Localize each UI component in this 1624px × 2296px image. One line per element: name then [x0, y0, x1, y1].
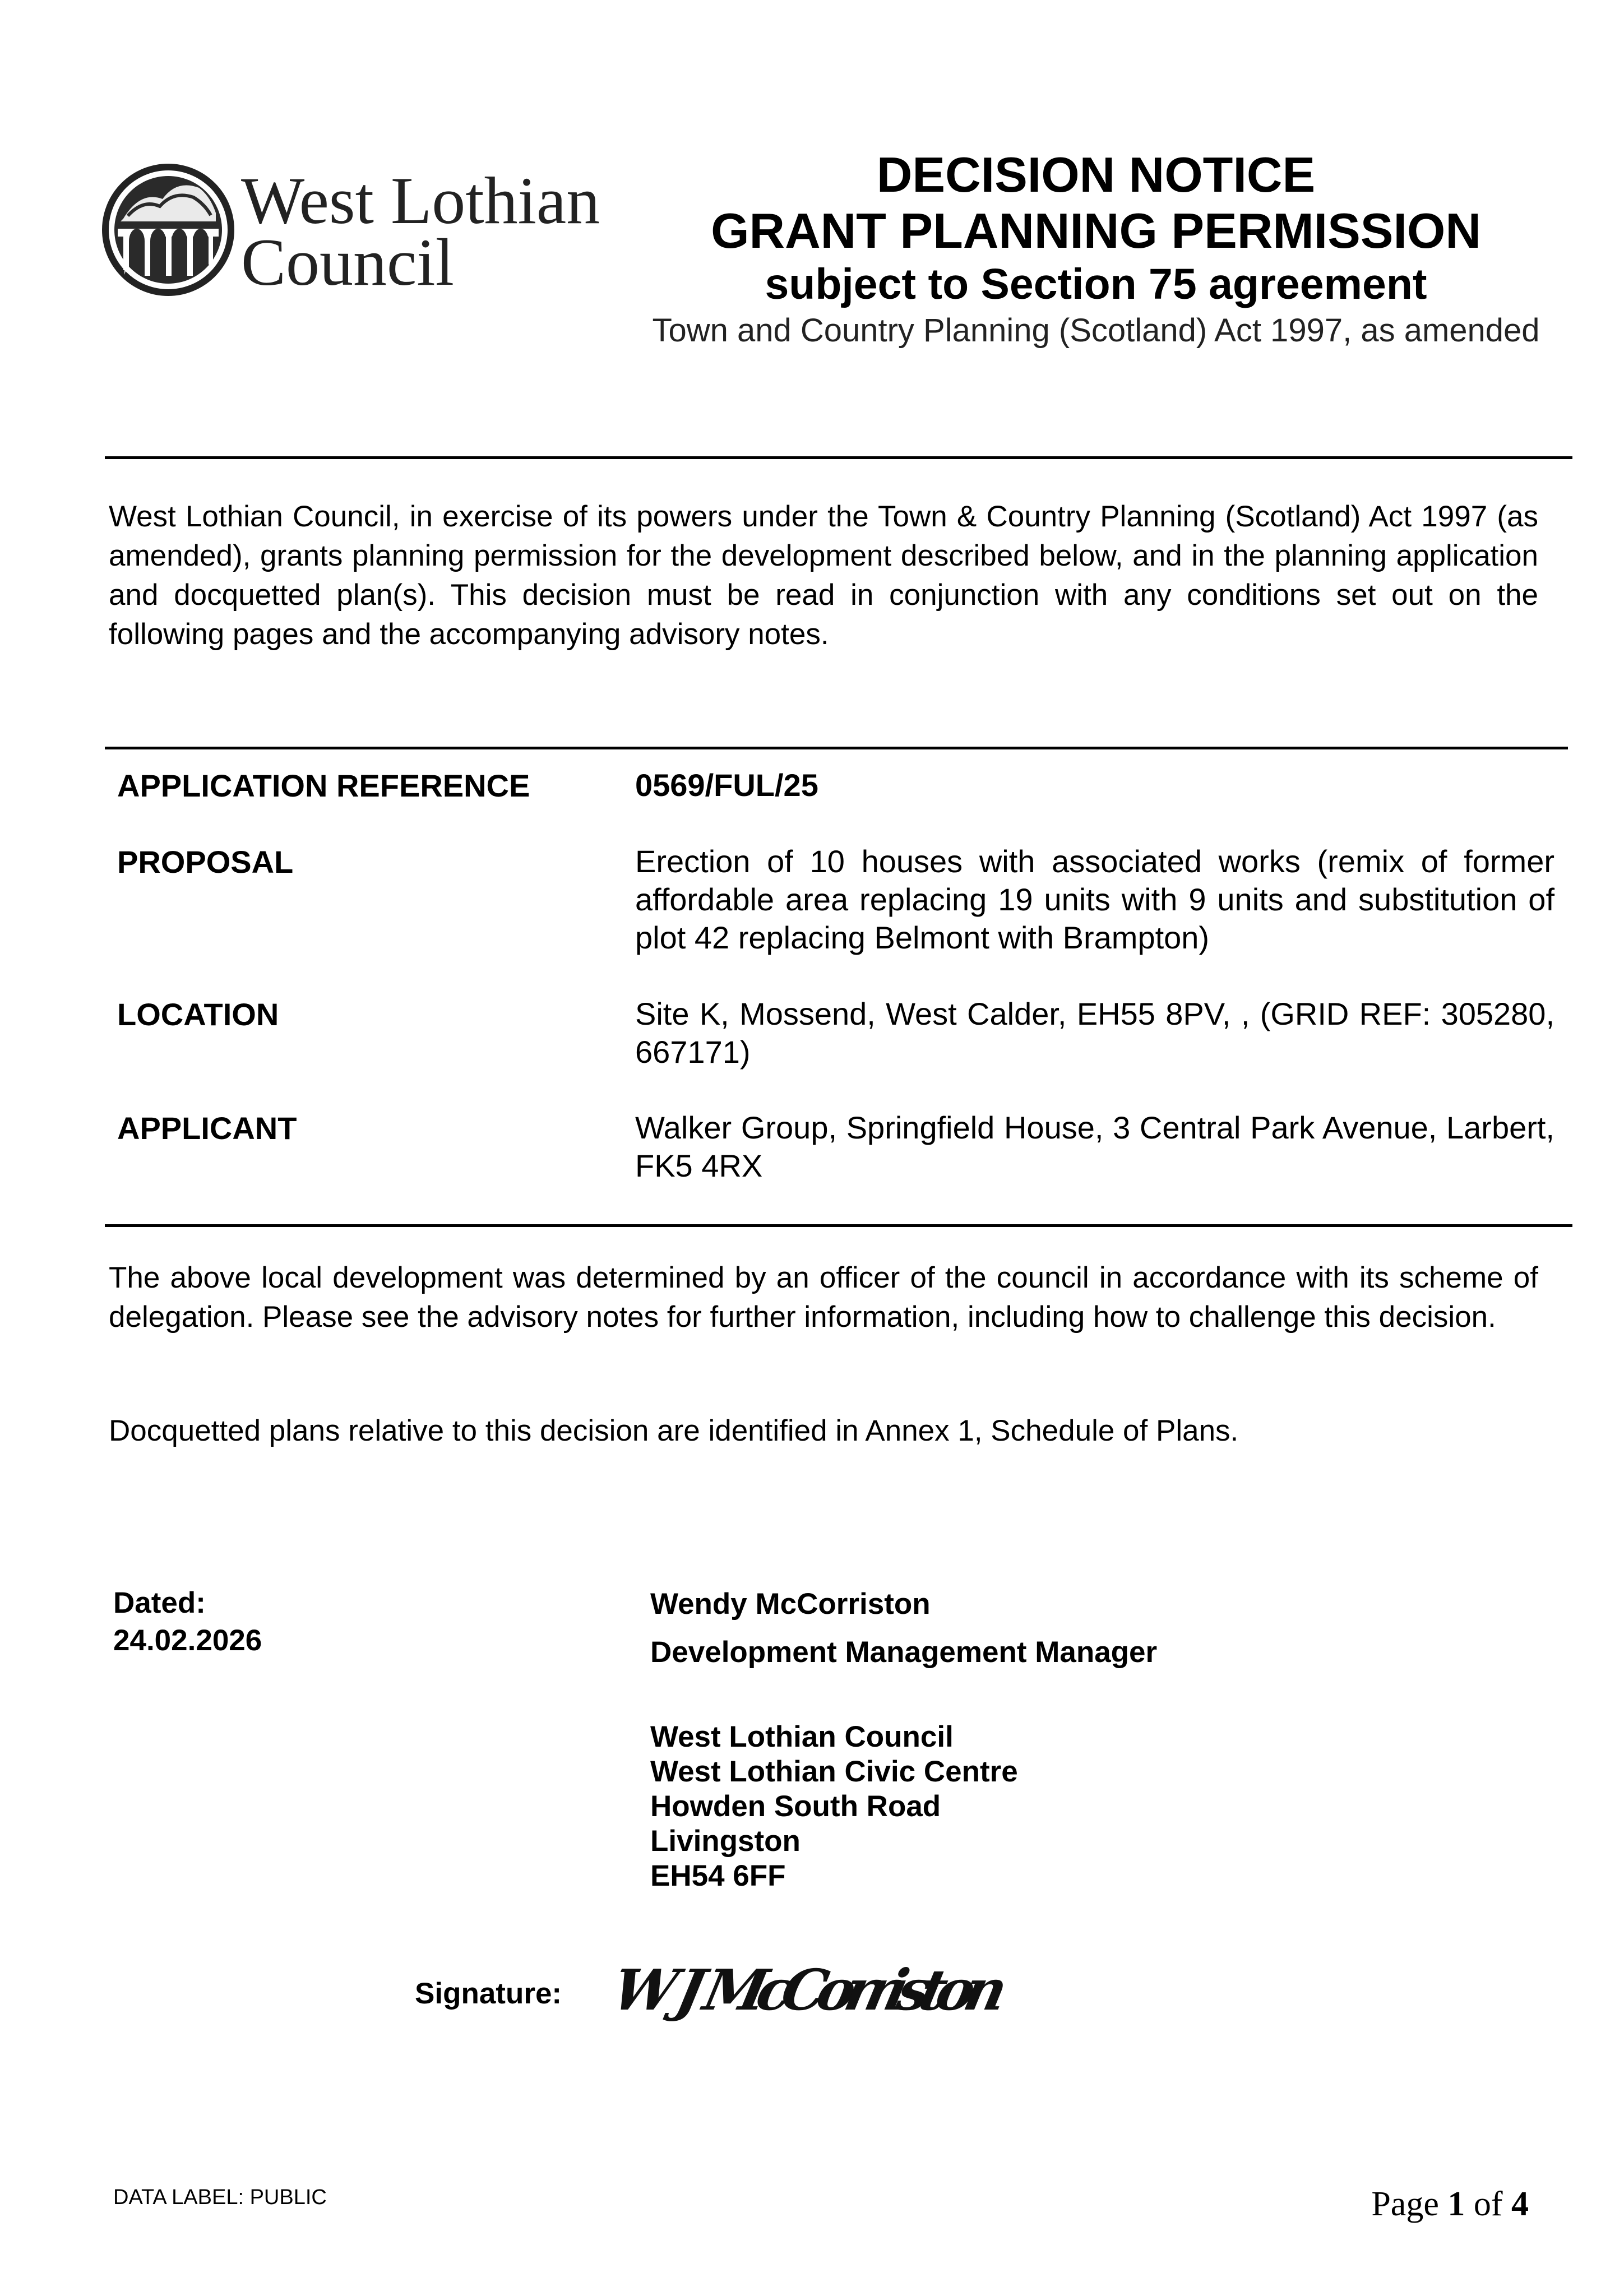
delegation-note: The above local development was determined by an officer of the council in accordance with its scheme of delegation. Please see the advisory notes for further information, including how to challenge this decision.	[109, 1261, 1538, 1334]
location-label: LOCATION	[117, 997, 279, 1032]
handwritten-signature	[607, 1951, 1043, 2029]
signature-text: W J McCorriston	[607, 1957, 1014, 2023]
location-value: Site K, Mossend, West Calder, EH55 8PV, , (GRID REF: 305280, 667171)	[635, 996, 1554, 1070]
signatory-role: Development Management Manager	[650, 1636, 1158, 1669]
plans-note: Docquetted plans relative to this decision are identified in Annex 1, Schedule of Plans.	[109, 1414, 1239, 1447]
divider-top	[105, 456, 1572, 459]
logo-line-2: Council	[241, 225, 454, 299]
page-total: 4	[1511, 2185, 1529, 2223]
divider-details-bottom	[105, 1224, 1572, 1227]
address-line: Howden South Road	[650, 1790, 941, 1823]
reference-label: APPLICATION REFERENCE	[117, 768, 530, 803]
page-current: 1	[1447, 2185, 1465, 2223]
proposal-label: PROPOSAL	[117, 844, 294, 879]
address-line: West Lothian Civic Centre	[650, 1755, 1018, 1788]
data-label: DATA LABEL: PUBLIC	[113, 2186, 327, 2209]
signatory-name: Wendy McCorriston	[650, 1587, 931, 1621]
dated-value: 24.02.2026	[113, 1624, 262, 1657]
divider-details-top	[105, 747, 1568, 749]
decision-title: GRANT PLANNING PERMISSION	[711, 203, 1481, 258]
address-line: Livingston	[650, 1825, 801, 1858]
notice-title: DECISION NOTICE	[876, 147, 1316, 202]
council-logo	[101, 157, 617, 303]
decision-subtitle: subject to Section 75 agreement	[765, 260, 1427, 308]
address-line: EH54 6FF	[650, 1859, 786, 1892]
act-reference: Town and Country Planning (Scotland) Act 1997, as amended	[652, 312, 1540, 349]
applicant-value: Walker Group, Springfield House, 3 Central Park Avenue, Larbert, FK5 4RX	[635, 1110, 1554, 1183]
page-number	[1371, 2183, 1529, 2225]
page-of: of	[1473, 2185, 1503, 2223]
page-prefix: Page	[1371, 2185, 1439, 2223]
address-line: West Lothian Council	[650, 1720, 954, 1753]
intro-paragraph: West Lothian Council, in exercise of its powers under the Town & Country Planning (Scotland) Act 1997 (as amended), grants planning permission for the development described below, and in the planning application and docquetted plan(s). This decision must be read in conjunction with any conditions set out on the following pages and the accompanying advisory notes.	[109, 500, 1538, 651]
applicant-label: APPLICANT	[117, 1110, 297, 1146]
logo-line-1: West Lothian	[241, 163, 600, 238]
dated-label: Dated:	[113, 1586, 206, 1619]
reference-value: 0569/FUL/25	[635, 767, 818, 803]
signature-label: Signature:	[415, 1977, 562, 2010]
council-logo-mark	[101, 157, 617, 303]
proposal-value: Erection of 10 houses with associated works (remix of former affordable area replacing 19 units with 9 units and substitution of plot 42 replacing Belmont with Brampton)	[635, 844, 1554, 955]
